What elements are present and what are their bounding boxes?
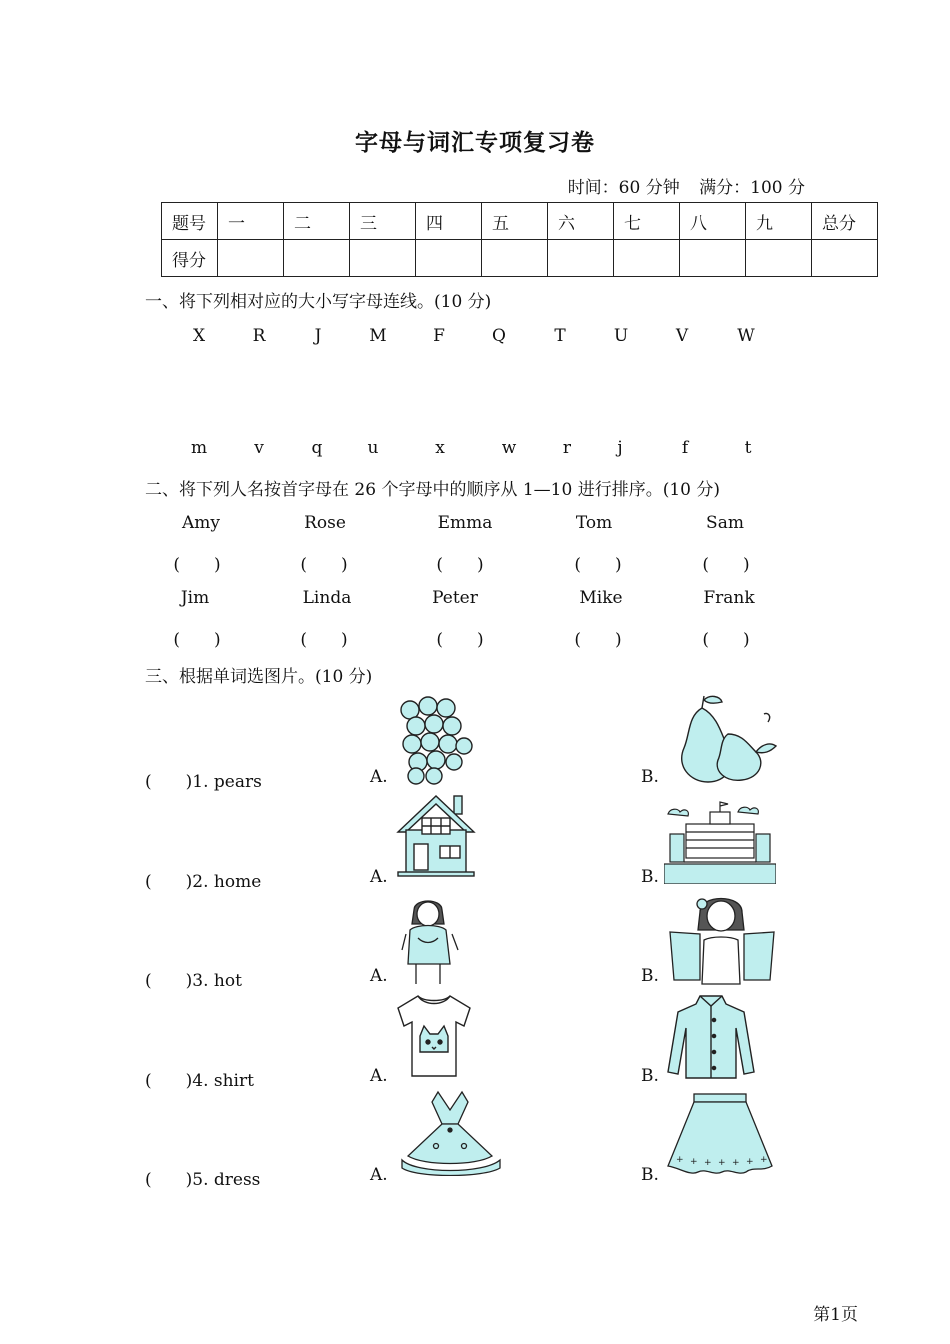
- order-blank[interactable]: ( ): [436, 630, 484, 650]
- score-cell: 三: [350, 203, 416, 240]
- order-blank[interactable]: ( ): [436, 555, 484, 575]
- score-blank[interactable]: [482, 240, 548, 277]
- option-b-label[interactable]: B.: [641, 966, 659, 986]
- score-cell: 五: [482, 203, 548, 240]
- skirt-picture[interactable]: [666, 1092, 774, 1176]
- score-blank[interactable]: [548, 240, 614, 277]
- hot-girl-picture[interactable]: [666, 892, 778, 986]
- score-table: [161, 202, 878, 277]
- order-blank[interactable]: ( ): [300, 555, 348, 575]
- page-number: 第1页: [813, 1305, 858, 1325]
- score-cell: 七: [614, 203, 680, 240]
- option-a-label[interactable]: A.: [370, 1165, 388, 1185]
- uppercase-letter[interactable]: F: [433, 326, 445, 346]
- t-shirt-picture[interactable]: [396, 992, 472, 1078]
- order-blank[interactable]: ( ): [300, 630, 348, 650]
- option-b-label[interactable]: B.: [641, 767, 659, 787]
- section2-heading: 二、将下列人名按首字母在 26 个字母中的顺序从 1—10 进行排序。(10 分): [145, 480, 720, 500]
- lowercase-letter[interactable]: f: [681, 438, 689, 458]
- school-picture[interactable]: [664, 800, 776, 884]
- score-cell: 九: [746, 203, 812, 240]
- person-name: Linda: [302, 588, 352, 608]
- uppercase-letter[interactable]: M: [369, 326, 387, 346]
- question-1: ( )1. pears: [145, 772, 262, 792]
- option-a-label[interactable]: A.: [370, 966, 388, 986]
- score-blank[interactable]: [746, 240, 812, 277]
- question-3: ( )3. hot: [145, 971, 242, 991]
- option-b-label[interactable]: B.: [641, 1165, 659, 1185]
- person-name: Jim: [180, 588, 210, 608]
- person-name: Tom: [575, 513, 613, 533]
- full-score: 满分：100 分: [699, 178, 805, 198]
- question-2: ( )2. home: [145, 872, 262, 892]
- section3-heading: 三、根据单词选图片。(10 分): [145, 667, 373, 687]
- uppercase-letter[interactable]: X: [192, 326, 206, 346]
- score-cell: 得分: [162, 240, 218, 277]
- lowercase-letter[interactable]: q: [311, 438, 323, 458]
- option-b-label[interactable]: B.: [641, 867, 659, 887]
- person-name: Emma: [437, 513, 493, 533]
- score-cell: 六: [548, 203, 614, 240]
- page-title: 字母与词汇专项复习卷: [355, 129, 595, 156]
- uppercase-letter[interactable]: Q: [492, 326, 506, 346]
- grapes-picture[interactable]: [396, 694, 476, 786]
- score-blank[interactable]: [812, 240, 878, 277]
- exam-info: [554, 173, 805, 198]
- person-name: Frank: [703, 588, 755, 608]
- pears-picture[interactable]: [668, 694, 780, 786]
- lowercase-letter[interactable]: u: [367, 438, 379, 458]
- svg-text:+: +: [690, 1157, 698, 1167]
- person-name: Rose: [304, 513, 346, 533]
- score-blank[interactable]: [614, 240, 680, 277]
- uppercase-letter[interactable]: V: [675, 326, 689, 346]
- cold-girl-picture[interactable]: [400, 894, 460, 986]
- score-cell: 四: [416, 203, 482, 240]
- order-blank[interactable]: ( ): [702, 555, 750, 575]
- lowercase-letter[interactable]: t: [744, 438, 752, 458]
- uppercase-letter[interactable]: J: [314, 326, 322, 346]
- lowercase-letter[interactable]: j: [617, 438, 623, 458]
- score-cell: 题号: [162, 203, 218, 240]
- dress-picture[interactable]: [396, 1090, 506, 1176]
- score-table-score-row: [162, 240, 878, 277]
- score-blank[interactable]: [416, 240, 482, 277]
- section1-heading: 一、将下列相对应的大小写字母连线。(10 分): [145, 292, 492, 312]
- order-blank[interactable]: ( ): [173, 630, 221, 650]
- order-blank[interactable]: ( ): [574, 555, 622, 575]
- uppercase-letter[interactable]: W: [737, 326, 755, 346]
- lowercase-letter[interactable]: w: [501, 438, 517, 458]
- score-blank[interactable]: [284, 240, 350, 277]
- uppercase-letter[interactable]: U: [613, 326, 629, 346]
- order-blank[interactable]: ( ): [702, 630, 750, 650]
- person-name: Peter: [432, 588, 478, 608]
- time-limit: 时间：60 分钟: [567, 178, 680, 198]
- option-a-label[interactable]: A.: [370, 867, 388, 887]
- order-blank[interactable]: ( ): [173, 555, 221, 575]
- svg-text:+: +: [676, 1155, 684, 1165]
- score-table-header-row: [162, 203, 878, 240]
- person-name: Mike: [579, 588, 623, 608]
- lowercase-letter[interactable]: m: [190, 438, 208, 458]
- lowercase-letter[interactable]: v: [254, 438, 264, 458]
- lowercase-letter[interactable]: x: [435, 438, 445, 458]
- score-blank[interactable]: [680, 240, 746, 277]
- question-5: ( )5. dress: [145, 1170, 261, 1190]
- person-name: Sam: [706, 513, 744, 533]
- svg-text:+: +: [746, 1157, 754, 1167]
- uppercase-letter[interactable]: R: [252, 326, 266, 346]
- person-name: Amy: [181, 513, 220, 533]
- score-cell: 八: [680, 203, 746, 240]
- option-a-label[interactable]: A.: [370, 767, 388, 787]
- score-cell: 一: [218, 203, 284, 240]
- svg-text:+: +: [760, 1155, 768, 1165]
- house-picture[interactable]: [396, 792, 476, 878]
- score-blank[interactable]: [218, 240, 284, 277]
- svg-text:+: +: [732, 1158, 740, 1168]
- lowercase-letter[interactable]: r: [562, 438, 572, 458]
- order-blank[interactable]: ( ): [574, 630, 622, 650]
- option-a-label[interactable]: A.: [370, 1066, 388, 1086]
- score-cell: 二: [284, 203, 350, 240]
- score-blank[interactable]: [350, 240, 416, 277]
- uppercase-letter[interactable]: T: [554, 326, 566, 346]
- score-cell: 总分: [812, 203, 878, 240]
- option-b-label[interactable]: B.: [641, 1066, 659, 1086]
- shirt-picture[interactable]: [666, 992, 756, 1080]
- question-4: ( )4. shirt: [145, 1071, 254, 1091]
- svg-text:+: +: [718, 1158, 726, 1168]
- svg-text:+: +: [704, 1158, 712, 1168]
